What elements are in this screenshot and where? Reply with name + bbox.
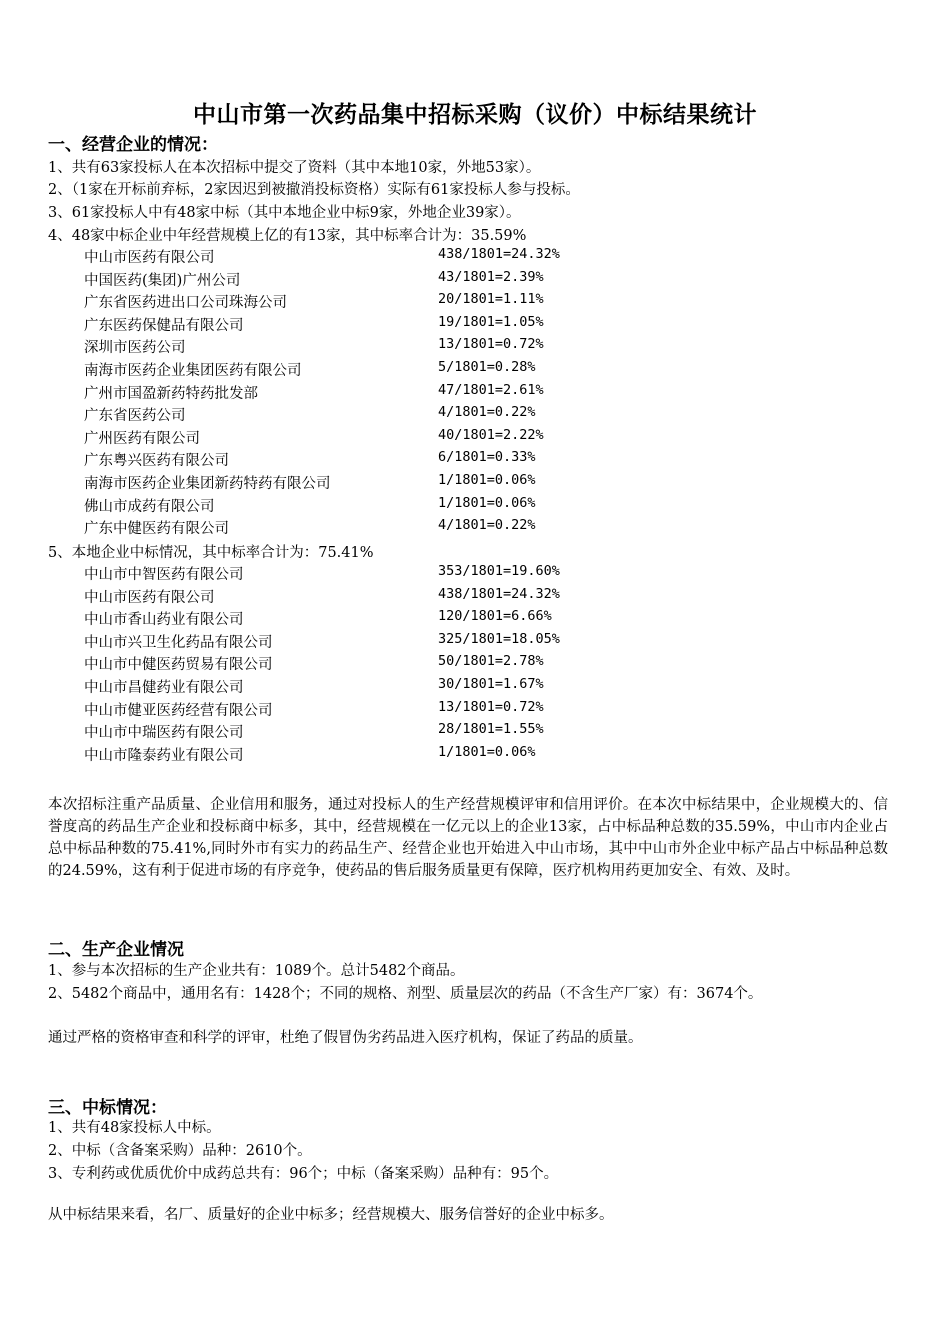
company-row — [84, 586, 644, 608]
section3-heading: 三、中标情况： — [48, 1098, 167, 1118]
company-row — [84, 336, 644, 358]
company-name: 中山市医药有限公司 — [84, 250, 215, 266]
company-name: 佛山市成药有限公司 — [84, 498, 215, 515]
company-rate: 6/1801=0.33% — [438, 449, 536, 466]
company-rate: 438/1801=24.32% — [438, 246, 560, 262]
company-name: 广州市国盈新药特药批发部 — [84, 385, 258, 402]
company-row — [84, 608, 644, 630]
company-rate: 13/1801=0.72% — [438, 698, 544, 715]
company-row — [84, 699, 644, 721]
company-name: 中山市中瑞医药有限公司 — [84, 725, 244, 742]
company-row — [84, 495, 644, 517]
company-row — [84, 269, 644, 291]
company-row — [84, 449, 644, 471]
section1-line-3: 3、61家投标人中有48家中标（其中本地企业中标9家，外地企业39家）。 — [48, 205, 521, 221]
company-row — [84, 382, 644, 404]
company-row — [84, 246, 644, 268]
document-title: 中山市第一次药品集中招标采购（议价）中标结果统计 — [193, 101, 757, 128]
company-row — [84, 676, 644, 698]
company-name: 中山市香山药业有限公司 — [84, 612, 244, 629]
company-rate: 4/1801=0.22% — [438, 517, 536, 534]
company-name: 广东省医药进出口公司珠海公司 — [84, 295, 287, 312]
company-rate: 50/1801=2.78% — [438, 653, 544, 670]
company-row — [84, 517, 644, 539]
company-name: 广东省医药公司 — [84, 408, 186, 425]
company-name: 广东粤兴医药有限公司 — [84, 453, 229, 470]
company-row — [84, 291, 644, 313]
section3-line-1: 1、共有48家投标人中标。 — [48, 1120, 221, 1136]
company-name: 中山市隆泰药业有限公司 — [84, 747, 244, 764]
company-row — [84, 563, 644, 585]
section3-line-2: 2、中标（含备案采购）品种：2610个。 — [48, 1143, 312, 1159]
company-row — [84, 721, 644, 743]
section3-summary: 从中标结果来看，名厂、质量好的企业中标多；经营规模大、服务信誉好的企业中标多。 — [48, 1207, 614, 1223]
company-name: 中国医药(集团)广州公司 — [84, 272, 241, 289]
company-row — [84, 631, 644, 653]
company-name: 南海市医药企业集团新药特药有限公司 — [84, 476, 331, 492]
company-rate: 353/1801=19.60% — [438, 563, 560, 579]
section2-line-2: 2、5482个商品中，通用名有：1428个；不同的规格、剂型、质量层次的药品（不含生产厂家）有：3674个。 — [48, 986, 763, 1002]
section1-heading: 一、经营企业的情况： — [48, 135, 218, 155]
section3-line-3: 3、专利药或优质优价中成药总共有：96个；中标（备案采购）品种有：95个。 — [48, 1166, 559, 1182]
company-row — [84, 359, 644, 381]
company-row — [84, 653, 644, 675]
company-name: 中山市医药有限公司 — [84, 589, 215, 606]
company-name: 广东中健医药有限公司 — [84, 521, 229, 538]
company-name: 中山市兴卫生化药品有限公司 — [84, 634, 273, 651]
section1-line-1: 1、共有63家投标人在本次招标中提交了资料（其中本地10家，外地53家）。 — [48, 160, 541, 176]
company-name: 中山市中健医药贸易有限公司 — [84, 657, 273, 674]
company-row — [84, 744, 644, 766]
section1-local-line: 5、本地企业中标情况，其中标率合计为：75.41% — [48, 545, 374, 561]
company-rate: 20/1801=1.11% — [438, 291, 544, 308]
company-name: 深圳市医药公司 — [84, 340, 186, 357]
company-rate: 1/1801=0.06% — [438, 743, 536, 760]
section2-summary: 通过严格的资格审查和科学的评审，杜绝了假冒伪劣药品进入医疗机构，保证了药品的质量。 — [48, 1030, 643, 1046]
company-rate: 13/1801=0.72% — [438, 336, 544, 353]
company-rate: 438/1801=24.32% — [438, 585, 560, 602]
company-rate: 40/1801=2.22% — [438, 426, 544, 443]
company-name: 中山市昌健药业有限公司 — [84, 680, 244, 696]
company-name: 中山市健亚医药经营有限公司 — [84, 702, 273, 719]
company-name: 中山市中智医药有限公司 — [84, 567, 244, 583]
company-row — [84, 314, 644, 336]
company-rate: 28/1801=1.55% — [438, 721, 544, 738]
company-rate: 19/1801=1.05% — [438, 313, 544, 330]
company-rate: 1/1801=0.06% — [438, 472, 536, 488]
section2-heading: 二、生产企业情况 — [48, 940, 184, 960]
company-rate: 120/1801=6.66% — [438, 608, 552, 625]
section2-line-1: 1、参与本次招标的生产企业共有：1089个。总计5482个商品。 — [48, 963, 465, 979]
company-rate: 43/1801=2.39% — [438, 268, 544, 285]
company-rate: 47/1801=2.61% — [438, 381, 544, 398]
company-rate: 1/1801=0.06% — [438, 494, 536, 511]
company-name: 南海市医药企业集团医药有限公司 — [84, 363, 302, 379]
company-name: 广东医药保健品有限公司 — [84, 317, 244, 334]
company-rate: 30/1801=1.67% — [438, 676, 544, 692]
company-rate: 5/1801=0.28% — [438, 359, 536, 375]
company-row — [84, 472, 644, 494]
section1-line-4: 4、48家中标企业中年经营规模上亿的有13家，其中标率合计为：35.59% — [48, 228, 527, 244]
company-row — [84, 404, 644, 426]
company-rate: 325/1801=18.05% — [438, 630, 560, 647]
company-name: 广州医药有限公司 — [84, 430, 200, 447]
company-rate: 4/1801=0.22% — [438, 404, 536, 421]
section1-summary: 本次招标注重产品质量、企业信用和服务，通过对投标人的生产经营规模评审和信用评价。在本次中标结果中，企业规模大的、信誉度高的药品生产企业和投标商中标多，其中，经营规模在一亿元以上的企业13家，占中标品种总数的35.59%，中山市内企业占总中标品种数的75.41%,同时外市有实力的药品生产、经营企业也开始进入中山市场，其中中山市外企业中标产品占中标品种总数的24.59%，这有利于促进市场的有序竞争，使药品的售后服务质量更有保障，医疗机构用药更加安全、有效、及时。 — [48, 797, 888, 879]
company-row — [84, 427, 644, 449]
section1-line-2: 2、（1家在开标前弃标，2家因迟到被撤消投标资格）实际有61家投标人参与投标。 — [48, 182, 580, 198]
